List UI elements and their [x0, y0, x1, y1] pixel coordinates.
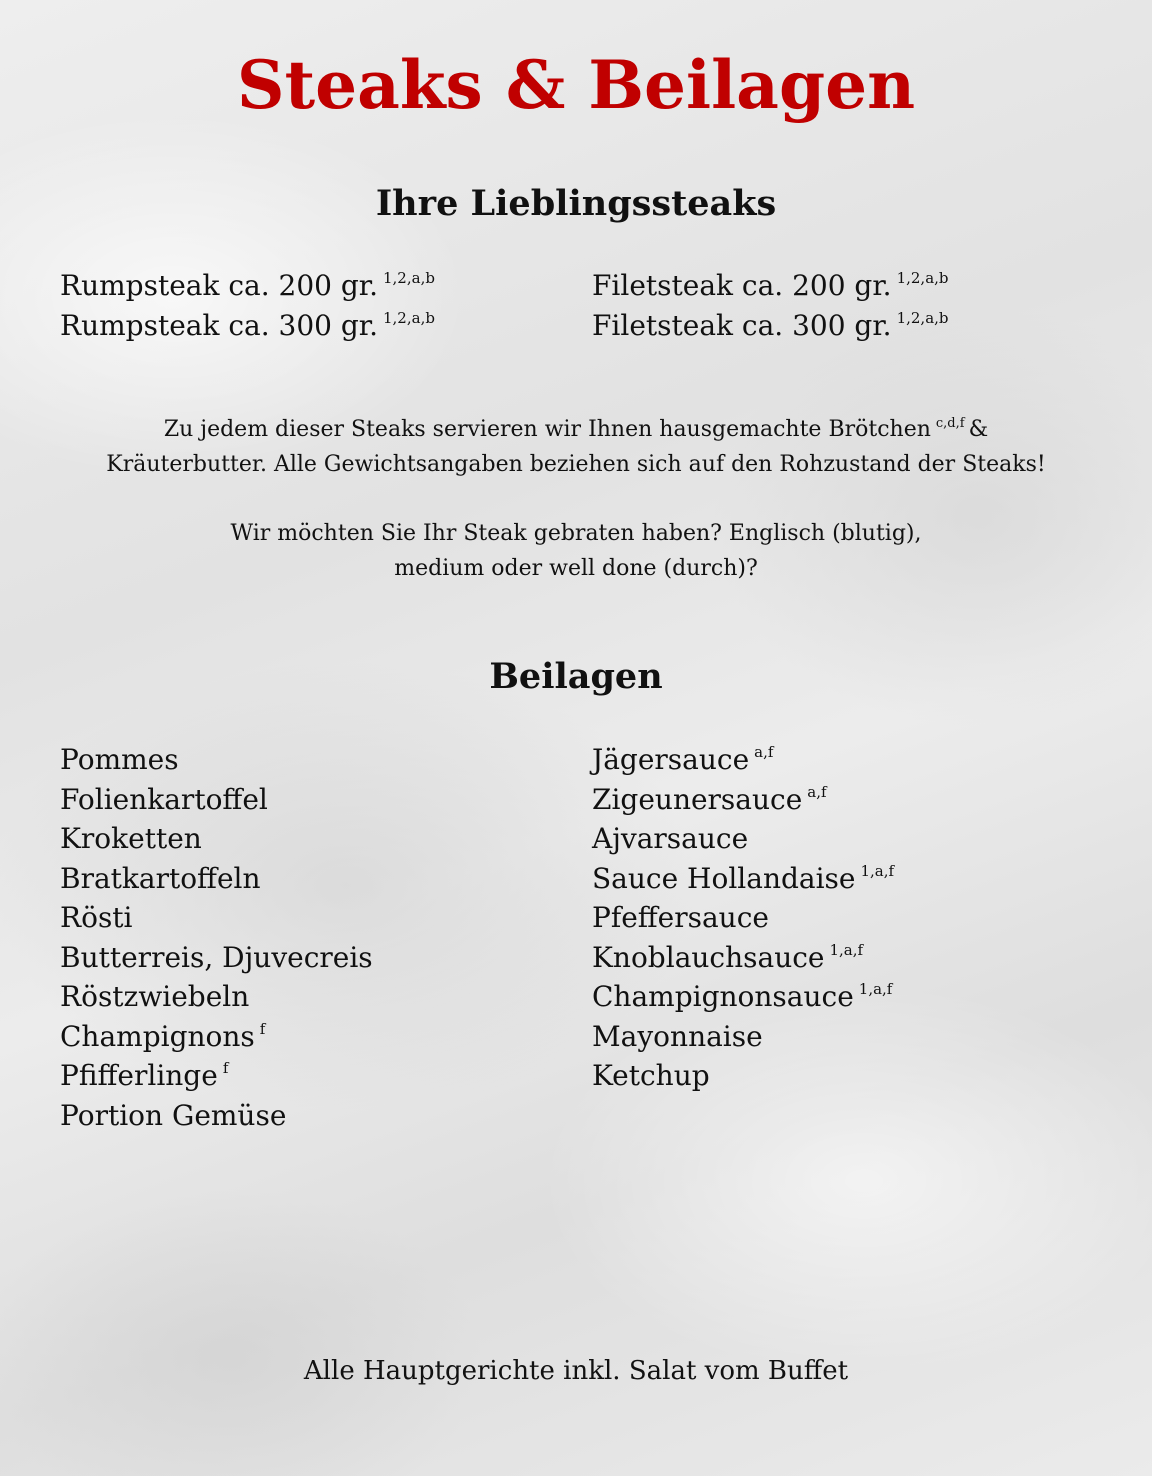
allergen-codes: 1,2,a,b — [896, 269, 949, 287]
item-name: Pfifferlinge — [60, 1059, 218, 1092]
allergen-codes: a,f — [754, 743, 774, 761]
steak-info-note — [0, 412, 1152, 482]
menu-item — [592, 819, 894, 859]
item-name: Zigeunersauce — [592, 782, 803, 816]
allergen-codes: c,d,f — [935, 416, 965, 431]
allergen-codes: 1,2,a,b — [896, 308, 949, 327]
menu-item — [60, 740, 378, 780]
menu-item — [592, 977, 894, 1017]
doneness-note — [0, 516, 1152, 586]
item-name: Ketchup — [592, 1059, 710, 1092]
menu-item — [592, 938, 894, 978]
menu-item — [592, 859, 894, 899]
allergen-codes: 1,2,a,b — [383, 269, 435, 287]
item-name: Rumpsteak ca. 300 gr. — [60, 308, 378, 342]
menu-item — [60, 1017, 378, 1057]
steaks-heading: Ihre Lieblingssteaks — [375, 183, 777, 224]
item-name: Pommes — [60, 743, 179, 776]
allergen-codes: 1,a,f — [860, 861, 895, 880]
allergen-codes: 1,a,f — [858, 980, 893, 998]
item-name: Filetsteak ca. 300 gr. — [592, 308, 892, 342]
menu-item — [60, 1056, 378, 1096]
menu-item — [592, 1017, 894, 1057]
sauces-right-column — [592, 740, 894, 1096]
allergen-codes: a,f — [807, 782, 827, 801]
item-name: Champignons — [60, 1019, 255, 1053]
item-name: Sauce Hollandaise — [592, 861, 856, 895]
menu-item — [60, 1096, 378, 1136]
note-text: Wir möchten Sie Ihr Steak gebraten haben? Englisch (blutig), — [230, 521, 922, 546]
item-name: Rumpsteak ca. 200 gr. — [60, 269, 378, 302]
menu-item — [592, 306, 949, 346]
menu-item — [60, 306, 435, 346]
item-name: Champignonsauce — [592, 980, 854, 1013]
sides-left-column — [60, 740, 378, 1135]
footer-note: Alle Hauptgerichte inkl. Salat vom Buffet — [303, 1356, 849, 1386]
menu-item — [60, 266, 435, 306]
item-name: Ajvarsauce — [592, 822, 749, 855]
item-name: Folienkartoffel — [60, 782, 268, 816]
item-name: Jägersauce — [592, 743, 750, 776]
menu-item — [60, 859, 378, 899]
sides-heading: Beilagen — [489, 656, 663, 697]
item-name: Pfeffersauce — [592, 901, 769, 934]
note-text: medium oder well done (durch)? — [394, 556, 758, 581]
note-text: Zu jedem dieser Steaks servieren wir Ihnen hausgemachte Brötchen — [163, 417, 931, 442]
menu-item — [60, 780, 378, 820]
item-name: Röstzwiebeln — [60, 980, 250, 1013]
item-name: Rösti — [60, 901, 133, 934]
page-title: Steaks & Beilagen — [236, 46, 916, 124]
item-name: Butterreis, Djuvecreis — [60, 940, 373, 974]
menu-item — [60, 938, 378, 978]
item-name: Kroketten — [60, 822, 202, 855]
menu-item — [592, 1056, 894, 1096]
menu-item — [60, 977, 378, 1017]
steaks-right-column — [592, 266, 949, 345]
menu-item — [60, 819, 378, 859]
steaks-left-column — [60, 266, 435, 345]
allergen-codes: 1,2,a,b — [383, 308, 435, 327]
menu-item — [592, 740, 894, 780]
menu-item — [592, 780, 894, 820]
allergen-codes: 1,a,f — [829, 940, 864, 959]
item-name: Mayonnaise — [592, 1019, 763, 1053]
item-name: Portion Gemüse — [60, 1098, 287, 1132]
menu-item — [592, 266, 949, 306]
menu-item — [592, 898, 894, 938]
allergen-codes: f — [259, 1019, 266, 1038]
menu-item — [60, 898, 378, 938]
item-name: Knoblauchsauce — [592, 940, 825, 974]
allergen-codes: f — [222, 1059, 229, 1077]
item-name: Filetsteak ca. 200 gr. — [592, 269, 892, 302]
note-text: Kräuterbutter. Alle Gewichtsangaben beziehen sich auf den Rohzustand der Steaks! — [106, 452, 1046, 477]
item-name: Bratkartoffeln — [60, 861, 261, 895]
note-text: & — [968, 417, 989, 442]
